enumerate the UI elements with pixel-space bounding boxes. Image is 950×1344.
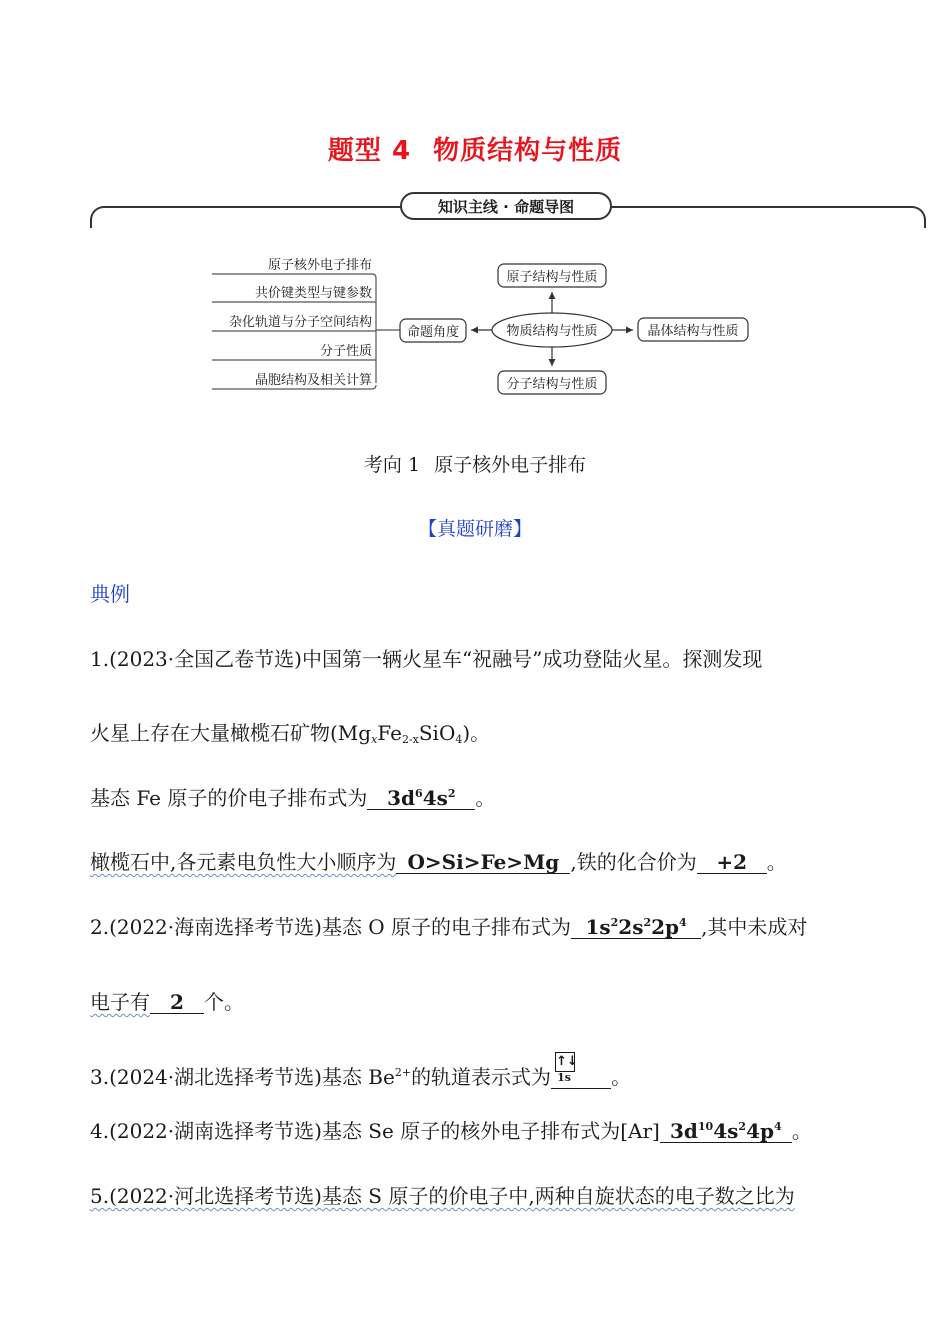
example-label: 典例 xyxy=(90,582,130,606)
left-item-2: 杂化轨道与分子空间结构 xyxy=(228,315,372,330)
q1-line1: 1.(2023·全国乙卷节选)中国第一辆火星车“祝融号”成功登陆火星。探测发现 xyxy=(90,647,763,671)
answer-valence: +2 xyxy=(697,851,767,874)
bottom-label: 分子结构与性质 xyxy=(506,377,598,392)
answer-se-config: $3d^{10}4s^24p^4$ xyxy=(660,1120,792,1143)
left-item-3: 分子性质 xyxy=(319,344,372,359)
section-heading xyxy=(0,450,950,477)
q2-line1: 2.(2022·海南选择考节选)基态 O 原子的电子排布式为 $1s^22s^22p^4$ ,其中未成对 xyxy=(90,915,808,939)
zhenti-heading: 【真题研磨】 xyxy=(417,518,532,540)
answer-electronegativity: O>Si>Fe>Mg xyxy=(396,851,570,874)
section-title: 原子核外电子排布 xyxy=(434,454,587,476)
mind-map-diagram xyxy=(200,250,760,410)
page-title xyxy=(0,130,950,167)
q5-line: 5.(2022·河北选择考节选)基态 S 原子的价电子中,两种自旋状态的电子数之比为 xyxy=(90,1184,795,1208)
q1-line4: 橄榄石中,各元素电负性大小顺序为 O>Si>Fe>Mg ,铁的化合价为 +2 。 xyxy=(90,850,787,874)
top-label: 原子结构与性质 xyxy=(506,270,598,285)
title-prefix: 题型 4 xyxy=(327,136,412,166)
answer-fe-valence: $3d^64s^2$ xyxy=(367,787,475,810)
right-label: 晶体结构与性质 xyxy=(647,324,739,339)
left-item-0: 原子核外电子排布 xyxy=(267,258,372,273)
angle-label: 命题角度 xyxy=(406,325,460,340)
q4-line: 4.(2022·湖南选择考节选)基态 Se 原子的核外电子排布式为[Ar] $3d^{10}4s^24p^4$ 。 xyxy=(90,1119,812,1143)
q2-line2: 电子有 2 个。 xyxy=(90,990,244,1014)
title-main: 物质结构与性质 xyxy=(433,136,623,166)
banner-label: 知识主线 · 命题导图 xyxy=(400,192,612,220)
orbital-box: ↑↓ 1s xyxy=(556,1054,578,1084)
q1-line2: 火星上存在大量橄榄石矿物$(Mg_xFe_{2-x}SiO_4)$。 xyxy=(90,721,491,746)
answer-orbital-diagram xyxy=(551,1054,611,1089)
answer-o-config: $1s^22s^22p^4$ xyxy=(571,916,701,939)
left-item-4: 晶胞结构及相关计算 xyxy=(254,373,372,388)
q1-line3: 基态 Fe 原子的价电子排布式为 $3d^64s^2$ 。 xyxy=(90,786,496,810)
q3-line: 3.(2024·湖北选择考节选)基态 $Be^{2+}$的轨道表示式为 ↑↓ 1s 。 xyxy=(90,1054,632,1089)
answer-unpaired: 2 xyxy=(150,991,204,1014)
center-label: 物质结构与性质 xyxy=(506,324,598,339)
section-prefix: 考向 1 xyxy=(363,454,421,476)
left-item-1: 共价键类型与键参数 xyxy=(254,286,372,301)
